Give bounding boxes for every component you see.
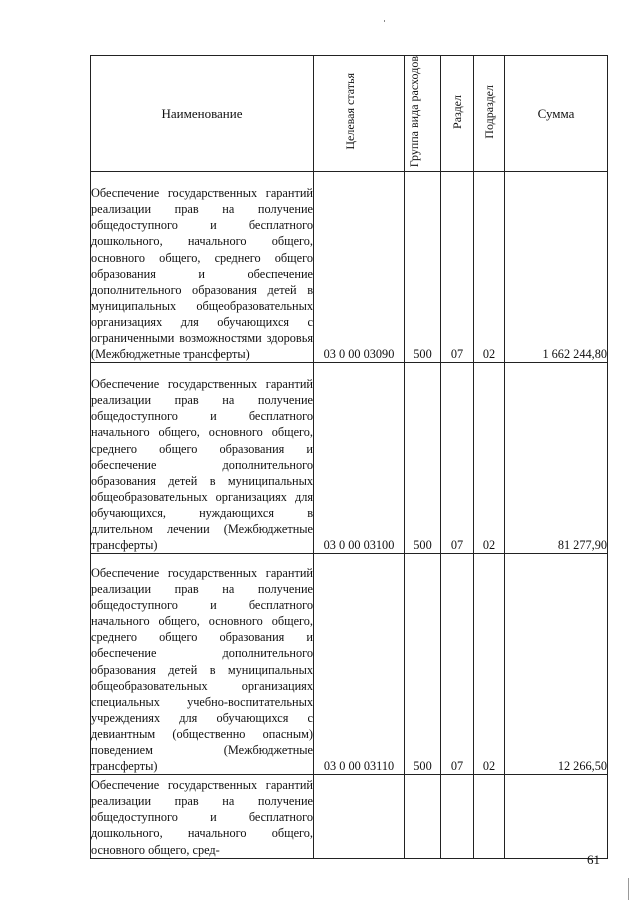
row-subsection: 02 (474, 172, 505, 363)
header-target-label: Целевая статья (343, 73, 357, 150)
header-section-label: Раздел (449, 94, 464, 129)
table-row (91, 775, 608, 858)
budget-table (90, 55, 608, 859)
row-group: 500 (405, 172, 441, 363)
scan-edge-mark (628, 878, 629, 900)
table-row (91, 554, 608, 775)
scan-speck (384, 20, 385, 22)
row-section: 07 (441, 172, 474, 363)
header-section (441, 56, 474, 172)
header-subsection (474, 56, 505, 172)
row-section (441, 775, 474, 858)
header-target (314, 56, 405, 172)
row-sum: 12 266,50 (505, 554, 608, 775)
row-group (405, 775, 441, 858)
row-name: Обеспечение государственных гарантий реализации прав на получение общедоступного и бесплатного начального общего, основного общего, среднего общего образования и обеспечение дополнительного образования детей в муниципальных общеобразовательных организациях для обучающихся, нуждающихся в длительном лечении (Межбюджетные трансферты) (91, 363, 314, 554)
row-target: 03 0 00 03090 (314, 172, 405, 363)
row-sum: 81 277,90 (505, 363, 608, 554)
row-target: 03 0 00 03110 (314, 554, 405, 775)
row-group: 500 (405, 363, 441, 554)
row-target (314, 775, 405, 858)
row-name: Обеспечение государственных гарантий реализации прав на получение общедоступного и бесплатного дошкольного, начального общего, основного общего, среднего общего образования и обеспечение дополнительного образования детей в муниципальных общеобразовательных организациях для обучающихся с ограниченными возможностями здоровья (Межбюджетные трансферты) (91, 172, 314, 363)
row-subsection (474, 775, 505, 858)
table-row (91, 172, 608, 363)
row-target: 03 0 00 03100 (314, 363, 405, 554)
row-subsection: 02 (474, 363, 505, 554)
header-subsection-label: Подраздел (481, 84, 496, 139)
header-row (91, 56, 608, 172)
row-subsection: 02 (474, 554, 505, 775)
row-sum (505, 775, 608, 858)
table-row (91, 363, 608, 554)
header-group-label: Группа вида расходов (406, 56, 421, 168)
row-sum: 1 662 244,80 (505, 172, 608, 363)
row-section: 07 (441, 363, 474, 554)
header-name: Наименование (91, 56, 314, 172)
row-section: 07 (441, 554, 474, 775)
row-name: Обеспечение государственных гарантий реализации прав на получение общедоступного и бесплатного дошкольного, начального общего, основного общего, сред- (91, 775, 314, 858)
page-number: 61 (587, 852, 600, 867)
header-group (405, 56, 441, 172)
row-name: Обеспечение государственных гарантий реализации прав на получение общедоступного и бесплатного начального общего, основного общего, среднего общего образования и обеспечение дополнительного образования детей в муниципальных общеобразовательных организациях специальных учебно-воспитательных учреждениях для обучающихся с девиантным (общественно опасным) поведением (Межбюджетные трансферты) (91, 554, 314, 775)
row-group: 500 (405, 554, 441, 775)
header-sum: Сумма (505, 56, 608, 172)
